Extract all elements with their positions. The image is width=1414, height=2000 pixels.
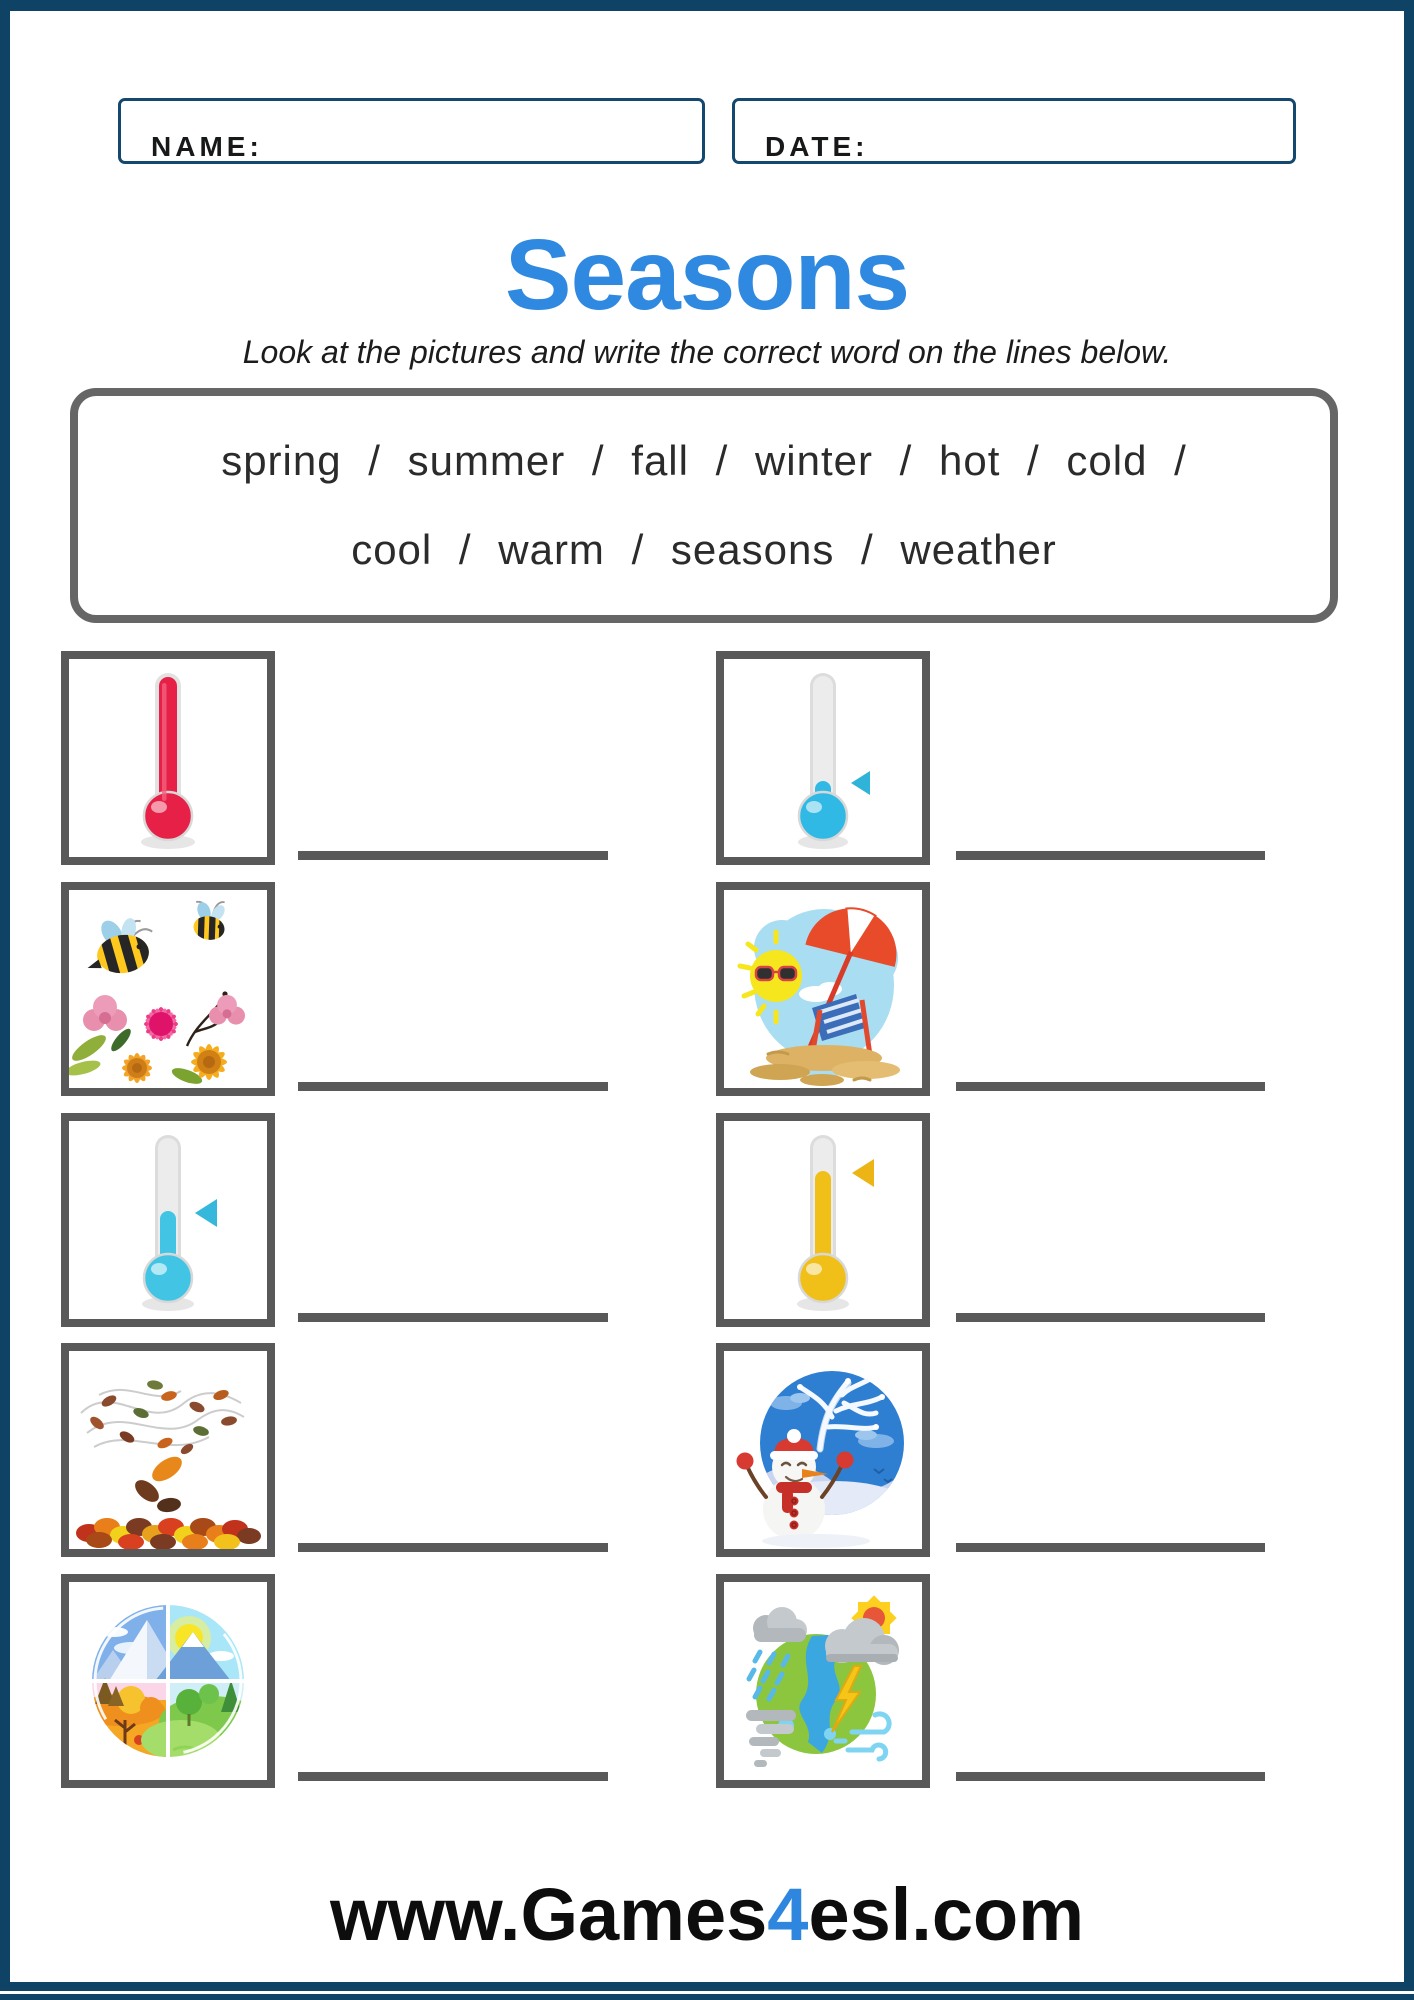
date-field[interactable] xyxy=(732,98,1296,164)
answer-line-row1-right[interactable] xyxy=(956,851,1265,860)
answer-line-row5-right[interactable] xyxy=(956,1772,1265,1781)
word-bank-line-2: cool / warm / seasons / weather xyxy=(351,526,1057,573)
answer-line-row4-left[interactable] xyxy=(298,1543,608,1552)
picture-box-summer xyxy=(716,882,930,1096)
answer-line-row3-left[interactable] xyxy=(298,1313,608,1322)
picture-box-seasons xyxy=(61,1574,275,1788)
spring-bees-flowers-icon xyxy=(69,890,267,1088)
page-title: Seasons xyxy=(504,219,910,331)
hot-thermometer-icon xyxy=(69,659,267,857)
name-field[interactable] xyxy=(118,98,705,164)
four-seasons-circle-icon xyxy=(69,1582,267,1780)
picture-box-cool xyxy=(61,1113,275,1327)
cool-thermometer-icon xyxy=(69,1121,267,1319)
word-bank xyxy=(70,388,1338,623)
word-bank-line-1: spring / summer / fall / winter / hot / cold / xyxy=(221,437,1187,484)
fall-leaves-icon xyxy=(69,1351,267,1549)
url-suffix: esl.com xyxy=(808,1873,1085,1956)
instruction-text: Look at the pictures and write the correct word on the lines below. xyxy=(242,334,1172,370)
answer-line-row3-right[interactable] xyxy=(956,1313,1265,1322)
url-prefix: www.Games xyxy=(329,1873,768,1956)
picture-box-winter xyxy=(716,1343,930,1557)
cold-thermometer-icon xyxy=(724,659,922,857)
url-accent-4: 4 xyxy=(767,1873,809,1956)
weather-earth-icon xyxy=(724,1582,922,1780)
summer-beach-icon xyxy=(724,890,922,1088)
date-label: DATE: xyxy=(765,131,869,162)
answer-line-row2-right[interactable] xyxy=(956,1082,1265,1091)
bottom-border-accent-line xyxy=(0,1991,1414,1994)
picture-box-spring xyxy=(61,882,275,1096)
answer-line-row1-left[interactable] xyxy=(298,851,608,860)
name-label: NAME: xyxy=(151,131,263,162)
winter-snowman-icon xyxy=(724,1351,922,1549)
website-url xyxy=(0,1872,1414,1957)
picture-box-hot xyxy=(61,651,275,865)
picture-box-cold xyxy=(716,651,930,865)
answer-line-row5-left[interactable] xyxy=(298,1772,608,1781)
picture-box-fall xyxy=(61,1343,275,1557)
picture-box-warm xyxy=(716,1113,930,1327)
picture-box-weather xyxy=(716,1574,930,1788)
answer-line-row4-right[interactable] xyxy=(956,1543,1265,1552)
warm-thermometer-icon xyxy=(724,1121,922,1319)
answer-line-row2-left[interactable] xyxy=(298,1082,608,1091)
